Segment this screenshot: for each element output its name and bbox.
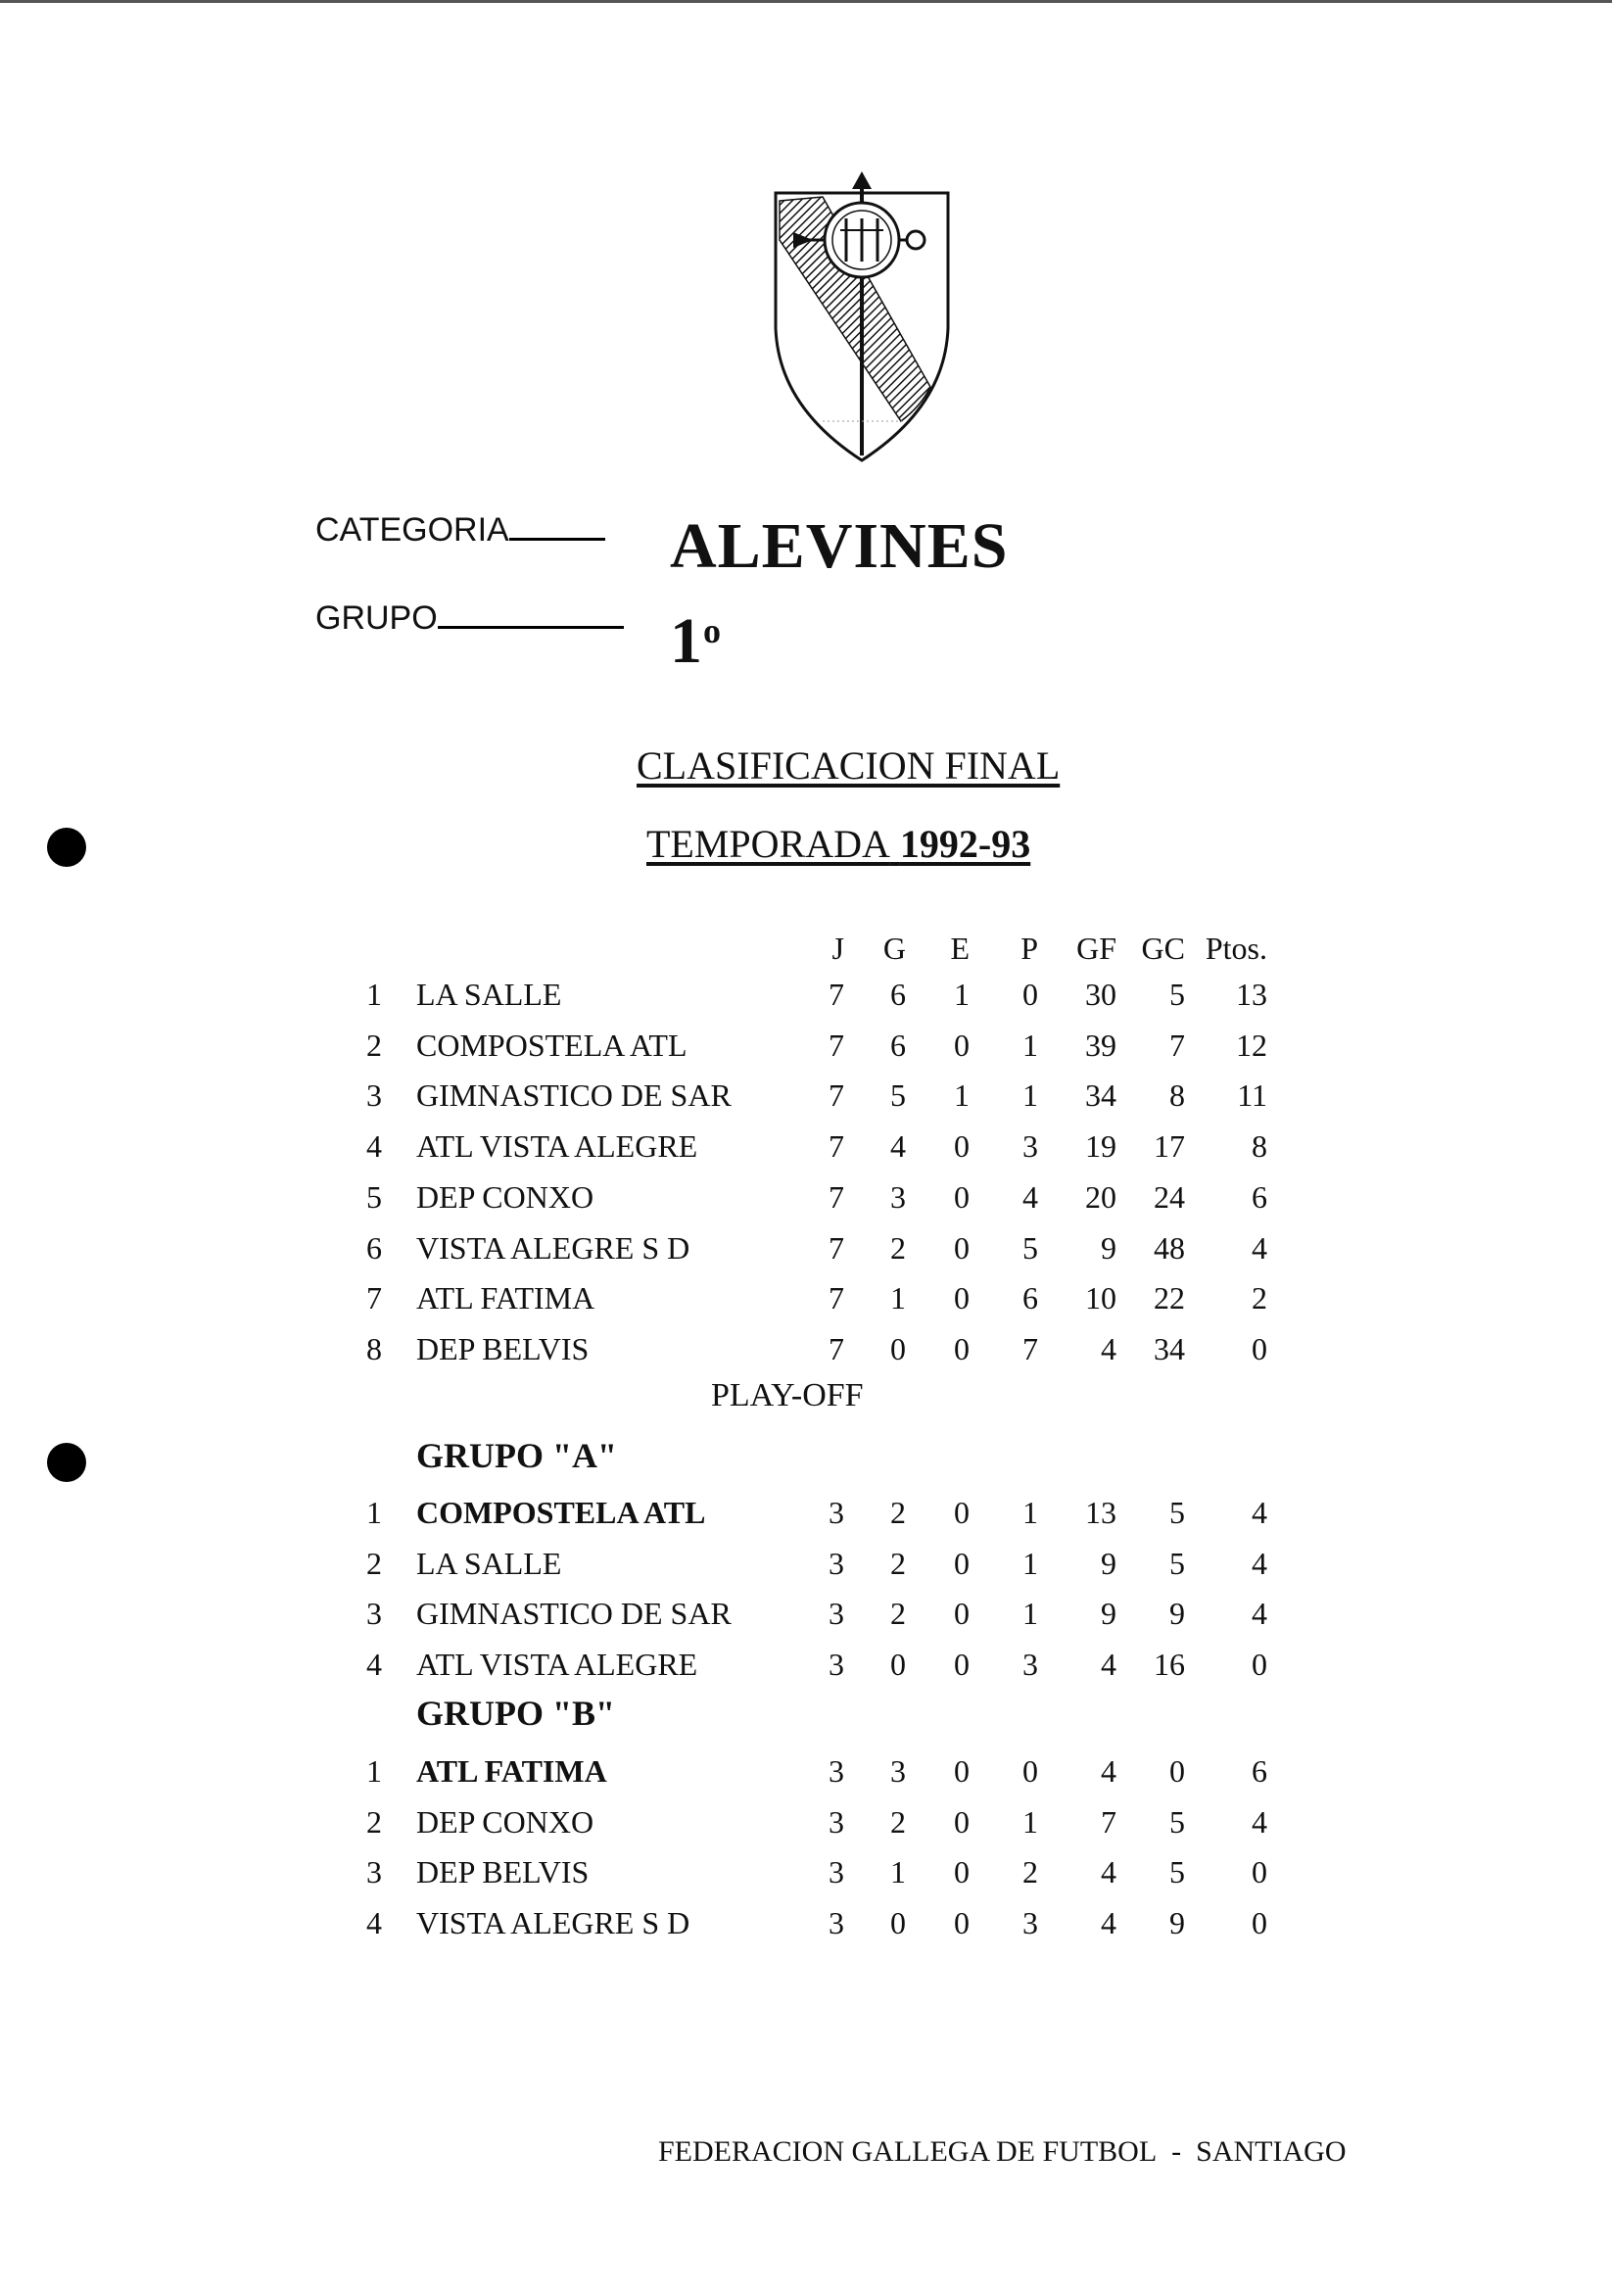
position-cell: 4 — [366, 1904, 382, 1940]
column-header: G — [882, 931, 906, 966]
position-cell: 1 — [366, 1753, 382, 1789]
stat-cell: 3 — [1022, 1646, 1038, 1682]
team-name-cell: DEP CONXO — [416, 1178, 594, 1215]
stat-cell: 6 — [890, 1027, 906, 1063]
stat-cell: 6 — [1252, 1178, 1267, 1215]
table-row — [0, 1280, 1612, 1329]
stat-cell: 22 — [1154, 1280, 1185, 1316]
stat-cell: 2 — [890, 1545, 906, 1581]
stat-cell: 9 — [1101, 1545, 1116, 1581]
table-row — [0, 1179, 1612, 1228]
stat-cell: 20 — [1085, 1178, 1116, 1215]
stat-cell: 3 — [829, 1753, 844, 1789]
stat-cell: 3 — [829, 1495, 844, 1530]
stat-cell: 2 — [1252, 1280, 1267, 1316]
position-cell: 3 — [366, 1854, 382, 1889]
column-header: J — [831, 931, 844, 966]
position-cell: 4 — [366, 1128, 382, 1165]
team-name-cell: LA SALLE — [416, 977, 562, 1012]
stat-cell: 0 — [1022, 977, 1038, 1012]
stat-cell: 7 — [829, 1027, 844, 1063]
position-cell: 2 — [366, 1027, 382, 1063]
stat-cell: 3 — [829, 1646, 844, 1682]
stat-cell: 9 — [1169, 1904, 1185, 1940]
position-cell: 3 — [366, 1596, 382, 1631]
stat-cell: 7 — [829, 977, 844, 1012]
stat-cell: 30 — [1085, 977, 1116, 1012]
stat-cell: 5 — [1169, 1854, 1185, 1889]
stat-cell: 7 — [1022, 1330, 1038, 1366]
table-row — [0, 1546, 1612, 1595]
table-row — [0, 1028, 1612, 1076]
stat-cell: 7 — [829, 1178, 844, 1215]
stat-cell: 0 — [954, 1229, 970, 1266]
table-row — [0, 1495, 1612, 1544]
stat-cell: 1 — [1022, 1545, 1038, 1581]
categoria-label: CATEGORIA — [315, 511, 605, 550]
stat-cell: 4 — [1252, 1229, 1267, 1266]
stat-cell: 3 — [829, 1803, 844, 1840]
classification-title: CLASIFICACION FINAL — [637, 743, 1061, 788]
stat-cell: 4 — [1252, 1803, 1267, 1840]
stat-cell: 0 — [954, 1545, 970, 1581]
stat-cell: 7 — [829, 1229, 844, 1266]
stat-cell: 7 — [1169, 1027, 1185, 1063]
stat-cell: 19 — [1085, 1128, 1116, 1165]
table-row — [0, 1753, 1612, 1802]
group-b-title: GRUPO "B" — [416, 1694, 615, 1733]
position-cell: 1 — [366, 1495, 382, 1530]
team-name-cell: COMPOSTELA ATL — [416, 1027, 687, 1063]
stat-cell: 4 — [1101, 1646, 1116, 1682]
stat-cell: 3 — [829, 1854, 844, 1889]
position-cell: 8 — [366, 1330, 382, 1366]
season-title: TEMPORADA 1992-93 — [646, 822, 1031, 866]
stat-cell: 12 — [1236, 1027, 1267, 1063]
column-header: P — [1020, 931, 1038, 966]
stat-cell: 5 — [1169, 977, 1185, 1012]
stat-cell: 0 — [954, 1330, 970, 1366]
stat-cell: 3 — [890, 1178, 906, 1215]
stat-cell: 5 — [1169, 1803, 1185, 1840]
stat-cell: 1 — [954, 977, 970, 1012]
stat-cell: 3 — [829, 1545, 844, 1581]
playoff-label: PLAY-OFF — [711, 1377, 864, 1413]
stat-cell: 4 — [1101, 1753, 1116, 1789]
stat-cell: 6 — [1022, 1280, 1038, 1316]
grupo-value: 1$^o$ — [670, 605, 722, 677]
stat-cell: 48 — [1154, 1229, 1185, 1266]
stat-cell: 4 — [1101, 1854, 1116, 1889]
stat-cell: 1 — [890, 1280, 906, 1316]
stat-cell: 9 — [1101, 1596, 1116, 1631]
team-name-cell: LA SALLE — [416, 1545, 562, 1581]
table-row — [0, 1854, 1612, 1903]
position-cell: 1 — [366, 977, 382, 1012]
stat-cell: 7 — [829, 1077, 844, 1114]
stat-cell: 8 — [1169, 1077, 1185, 1114]
team-name-cell: COMPOSTELA ATL — [416, 1495, 706, 1530]
stat-cell: 7 — [829, 1128, 844, 1165]
team-name-cell: DEP BELVIS — [416, 1330, 590, 1366]
team-name-cell: GIMNASTICO DE SAR — [416, 1596, 732, 1631]
stat-cell: 13 — [1085, 1495, 1116, 1530]
stat-cell: 7 — [829, 1280, 844, 1316]
stat-cell: 7 — [1101, 1803, 1116, 1840]
stat-cell: 0 — [890, 1904, 906, 1940]
table-row — [0, 1331, 1612, 1380]
stat-cell: 0 — [954, 1803, 970, 1840]
stat-cell: 0 — [954, 1280, 970, 1316]
punch-hole — [47, 828, 86, 867]
column-header: Ptos. — [1205, 931, 1267, 966]
stat-cell: 0 — [954, 1904, 970, 1940]
position-cell: 7 — [366, 1280, 382, 1316]
stat-cell: 4 — [890, 1128, 906, 1165]
stat-cell: 1 — [1022, 1495, 1038, 1530]
stat-cell: 0 — [1252, 1904, 1267, 1940]
stat-cell: 2 — [890, 1495, 906, 1530]
stat-cell: 2 — [890, 1803, 906, 1840]
position-cell: 5 — [366, 1178, 382, 1215]
team-name-cell: ATL VISTA ALEGRE — [416, 1646, 698, 1682]
team-name-cell: VISTA ALEGRE S D — [416, 1904, 690, 1940]
stat-cell: 0 — [954, 1646, 970, 1682]
stat-cell: 6 — [890, 977, 906, 1012]
stat-cell: 5 — [1169, 1495, 1185, 1530]
stat-cell: 6 — [1252, 1753, 1267, 1789]
stat-cell: 13 — [1236, 977, 1267, 1012]
stat-cell: 0 — [954, 1596, 970, 1631]
group-a-title: GRUPO "A" — [416, 1436, 617, 1475]
stat-cell: 7 — [829, 1330, 844, 1366]
stat-cell: 9 — [1101, 1229, 1116, 1266]
table-row — [0, 1596, 1612, 1645]
team-name-cell: DEP CONXO — [416, 1803, 594, 1840]
position-cell: 2 — [366, 1545, 382, 1581]
stat-cell: 4 — [1252, 1545, 1267, 1581]
footer: FEDERACION GALLEGA DE FUTBOL - SANTIAGO — [658, 2135, 1347, 2168]
stat-cell: 4 — [1252, 1596, 1267, 1631]
punch-hole — [47, 1443, 86, 1482]
table-row — [0, 1230, 1612, 1279]
stat-cell: 0 — [890, 1646, 906, 1682]
stat-cell: 2 — [1022, 1854, 1038, 1889]
team-name-cell: ATL FATIMA — [416, 1280, 595, 1316]
stat-cell: 1 — [954, 1077, 970, 1114]
stat-cell: 0 — [1022, 1753, 1038, 1789]
stat-cell: 4 — [1101, 1904, 1116, 1940]
stat-cell: 0 — [954, 1027, 970, 1063]
table-row — [0, 1077, 1612, 1126]
table-row — [0, 1905, 1612, 1954]
stat-cell: 5 — [1169, 1545, 1185, 1581]
stat-cell: 24 — [1154, 1178, 1185, 1215]
team-name-cell: GIMNASTICO DE SAR — [416, 1077, 732, 1114]
stat-cell: 0 — [1252, 1330, 1267, 1366]
column-header: E — [950, 931, 970, 966]
position-cell: 6 — [366, 1229, 382, 1266]
stat-cell: 1 — [1022, 1596, 1038, 1631]
stat-cell: 0 — [1169, 1753, 1185, 1789]
stat-cell: 3 — [1022, 1904, 1038, 1940]
position-cell: 4 — [366, 1646, 382, 1682]
column-header: GF — [1076, 931, 1116, 966]
team-name-cell: ATL VISTA ALEGRE — [416, 1128, 698, 1165]
position-cell: 2 — [366, 1803, 382, 1840]
stat-cell: 3 — [829, 1904, 844, 1940]
column-header: GC — [1141, 931, 1185, 966]
grupo-label: GRUPO — [315, 599, 624, 638]
table-row — [0, 977, 1612, 1026]
stat-cell: 1 — [1022, 1803, 1038, 1840]
stat-cell: 17 — [1154, 1128, 1185, 1165]
team-name-cell: DEP BELVIS — [416, 1854, 590, 1889]
stat-cell: 0 — [954, 1753, 970, 1789]
stat-cell: 1 — [1022, 1077, 1038, 1114]
stat-cell: 0 — [1252, 1646, 1267, 1682]
stat-cell: 2 — [890, 1596, 906, 1631]
stat-cell: 39 — [1085, 1027, 1116, 1063]
table-row — [0, 1647, 1612, 1696]
stat-cell: 0 — [954, 1495, 970, 1530]
stat-cell: 1 — [1022, 1027, 1038, 1063]
stat-cell: 9 — [1169, 1596, 1185, 1631]
stat-cell: 4 — [1022, 1178, 1038, 1215]
position-cell: 3 — [366, 1077, 382, 1114]
stat-cell: 0 — [954, 1128, 970, 1165]
stat-cell: 0 — [954, 1178, 970, 1215]
team-name-cell: ATL FATIMA — [416, 1753, 607, 1789]
stat-cell: 4 — [1252, 1495, 1267, 1530]
categoria-value: ALEVINES — [670, 510, 1009, 582]
stat-cell: 5 — [1022, 1229, 1038, 1266]
stat-cell: 3 — [890, 1753, 906, 1789]
stat-cell: 2 — [890, 1229, 906, 1266]
stat-cell: 4 — [1101, 1330, 1116, 1366]
stat-cell: 0 — [1252, 1854, 1267, 1889]
federation-shield-logo — [764, 162, 960, 465]
team-name-cell: VISTA ALEGRE S D — [416, 1229, 690, 1266]
stat-cell: 10 — [1085, 1280, 1116, 1316]
stat-cell: 1 — [890, 1854, 906, 1889]
stat-cell: 8 — [1252, 1128, 1267, 1165]
stat-cell: 0 — [954, 1854, 970, 1889]
table-row — [0, 1804, 1612, 1853]
top-border — [0, 0, 1612, 3]
stat-cell: 0 — [890, 1330, 906, 1366]
stat-cell: 3 — [1022, 1128, 1038, 1165]
stat-cell: 3 — [829, 1596, 844, 1631]
stat-cell: 34 — [1154, 1330, 1185, 1366]
stat-cell: 11 — [1237, 1077, 1267, 1114]
stat-cell: 5 — [890, 1077, 906, 1114]
table-row — [0, 1128, 1612, 1177]
stat-cell: 16 — [1154, 1646, 1185, 1682]
stat-cell: 34 — [1085, 1077, 1116, 1114]
